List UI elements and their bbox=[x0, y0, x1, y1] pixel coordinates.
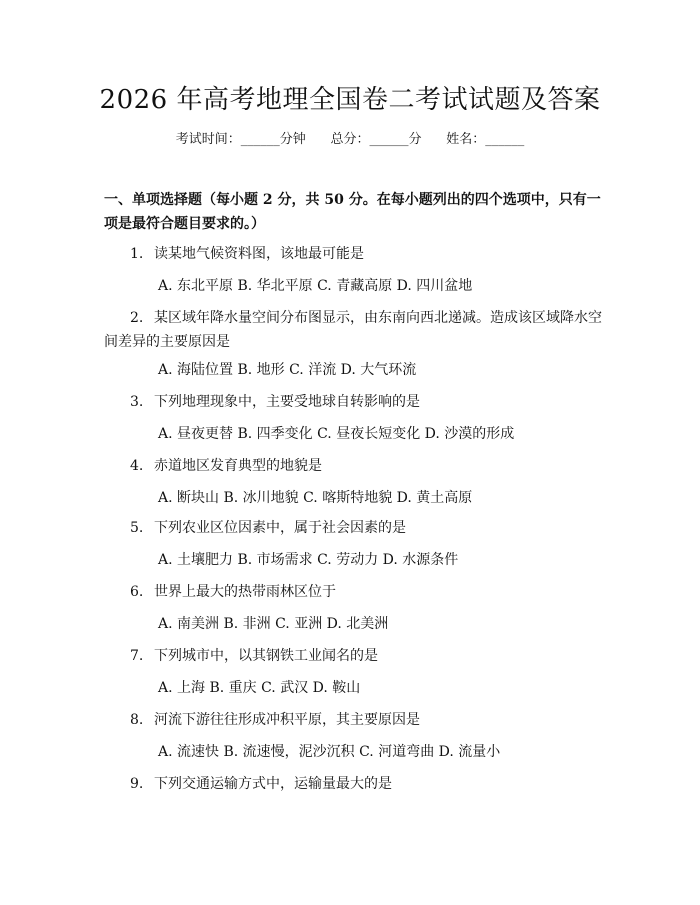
page-title: 2026 年高考地理全国卷二考试试题及答案 bbox=[99, 85, 601, 115]
question-7-options: A. 上海 B. 重庆 C. 武汉 D. 鞍山 bbox=[158, 680, 361, 696]
question-3 bbox=[104, 390, 604, 414]
question-text: 下列城市中，以其钢铁工业闻名的是 bbox=[154, 648, 378, 664]
exam-info-line: 考试时间：______分钟 总分：______分 姓名：______ bbox=[175, 132, 525, 147]
question-8-options: A. 流速快 B. 流速慢，泥沙沉积 C. 河道弯曲 D. 流量小 bbox=[158, 744, 501, 760]
section-header: 一、单项选择题（每小题 2 分，共 50 分。在每小题列出的四个选项中，只有一项是最符合题目要求的。） bbox=[104, 192, 601, 232]
question-text: 下列交通运输方式中，运输量最大的是 bbox=[154, 776, 392, 792]
question-number: 9. bbox=[130, 776, 144, 792]
question-number: 3. bbox=[130, 394, 144, 410]
question-9 bbox=[104, 772, 604, 796]
question-2-options: A. 海陆位置 B. 地形 C. 洋流 D. 大气环流 bbox=[158, 362, 417, 378]
question-6 bbox=[104, 580, 604, 604]
question-number: 5. bbox=[130, 520, 144, 536]
question-5-options: A. 土壤肥力 B. 市场需求 C. 劳动力 D. 水源条件 bbox=[158, 552, 459, 568]
question-text: 河流下游往往形成冲积平原，其主要原因是 bbox=[154, 712, 420, 728]
question-8 bbox=[104, 708, 604, 732]
question-number: 8. bbox=[130, 712, 144, 728]
question-1 bbox=[104, 242, 604, 266]
question-5 bbox=[104, 516, 604, 540]
question-number: 6. bbox=[130, 584, 144, 600]
question-number: 4. bbox=[130, 458, 144, 474]
question-text: 下列地理现象中，主要受地球自转影响的是 bbox=[154, 394, 420, 410]
question-text: 某区域年降水量空间分布图显示，由东南向西北递减。造成该区域降水空间差异的主要原因是 bbox=[104, 310, 602, 350]
question-2 bbox=[104, 306, 604, 354]
question-3-options: A. 昼夜更替 B. 四季变化 C. 昼夜长短变化 D. 沙漠的形成 bbox=[158, 426, 515, 442]
question-text: 读某地气候资料图，该地最可能是 bbox=[154, 246, 364, 262]
question-text: 赤道地区发育典型的地貌是 bbox=[154, 458, 322, 474]
question-4-options: A. 断块山 B. 冰川地貌 C. 喀斯特地貌 D. 黄土高原 bbox=[158, 490, 473, 506]
question-number: 7. bbox=[130, 648, 144, 664]
question-text: 世界上最大的热带雨林区位于 bbox=[154, 584, 336, 600]
question-7 bbox=[104, 644, 604, 668]
question-number: 2. bbox=[130, 310, 144, 326]
question-number: 1. bbox=[130, 246, 144, 262]
question-1-options: A. 东北平原 B. 华北平原 C. 青藏高原 D. 四川盆地 bbox=[158, 278, 473, 294]
question-4 bbox=[104, 454, 604, 478]
question-6-options: A. 南美洲 B. 非洲 C. 亚洲 D. 北美洲 bbox=[158, 616, 389, 632]
question-text: 下列农业区位因素中，属于社会因素的是 bbox=[154, 520, 406, 536]
